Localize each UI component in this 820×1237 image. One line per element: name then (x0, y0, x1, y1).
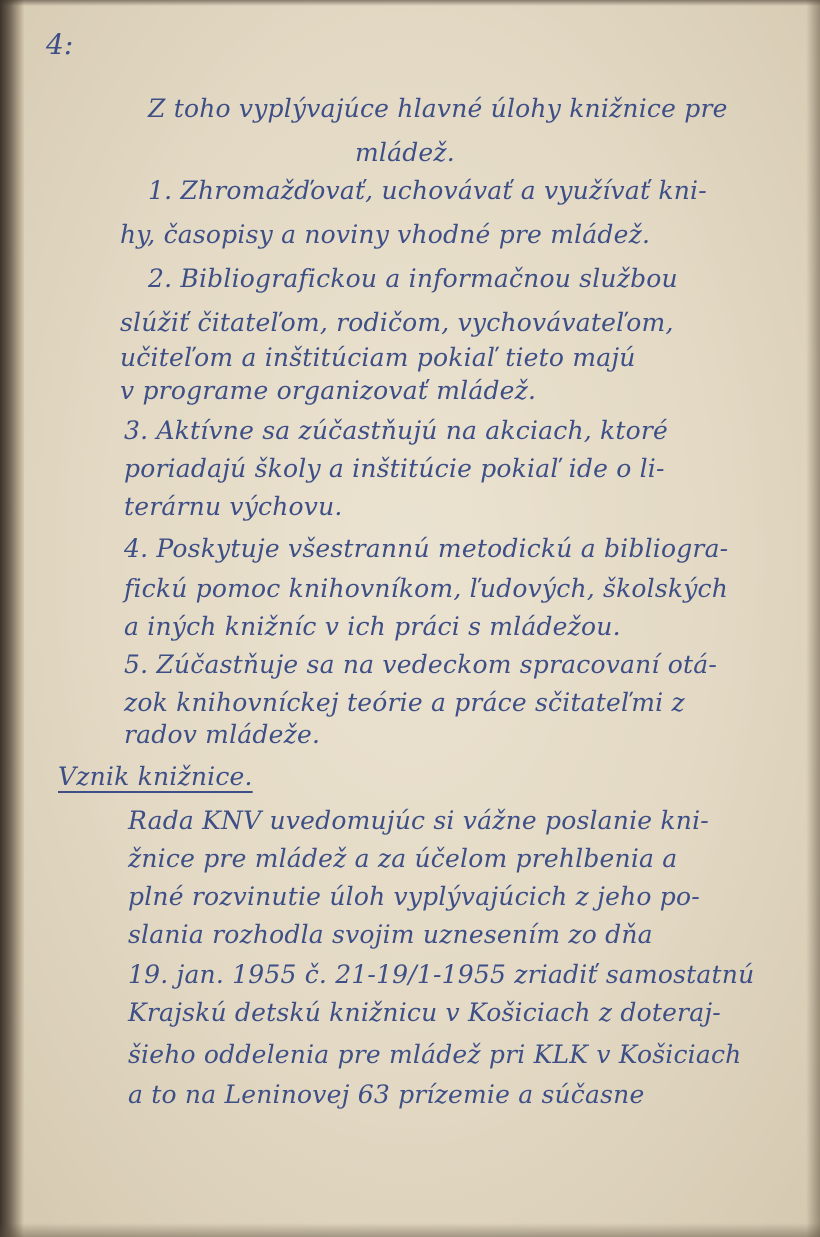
task-line: zok knihovníckej teórie a práce sčitateľmi z (124, 688, 685, 717)
page-number: 4: (46, 28, 74, 61)
task-line: 3. Aktívne sa zúčastňujú na akciach, ktoré (124, 416, 669, 445)
section-line: Rada KNV uvedomujúc si vážne poslanie kni- (128, 806, 709, 835)
task-line: poriadajú školy a inštitúcie pokiaľ ide o li- (124, 454, 665, 483)
section-line: 19. jan. 1955 č. 21-19/1-1955 zriadiť samostatnú (128, 960, 755, 989)
section-line: plné rozvinutie úloh vyplývajúcich z jeho po- (128, 882, 700, 911)
page-right-shadow (806, 0, 820, 1237)
section-line: a to na Leninovej 63 prízemie a súčasne (128, 1080, 645, 1109)
task-line: 4. Poskytuje všestrannú metodickú a bibliogra- (124, 534, 729, 563)
task-line: 2. Bibliografickou a informačnou službou (148, 264, 678, 293)
task-line: v programe organizovať mládež. (120, 376, 537, 405)
page-top-shadow (0, 0, 820, 6)
task-line: učiteľom a inštitúciam pokiaľ tieto majú (120, 343, 636, 372)
task-line: fickú pomoc knihovníkom, ľudových, školských (124, 574, 729, 603)
task-line: radov mládeže. (124, 720, 321, 749)
task-line: 1. Zhromažďovať, uchovávať a využívať kni- (148, 176, 707, 205)
task-line: 5. Zúčastňuje sa na vedeckom spracovaní otá- (124, 650, 718, 679)
notebook-spine (0, 0, 24, 1237)
section-heading: Vznik knižnice. (58, 762, 253, 791)
section-line: slania rozhodla svojim uznesením zo dňa (128, 920, 653, 949)
section-line: Krajskú detskú knižnicu v Košiciach z doteraj- (128, 998, 721, 1027)
intro-line: mládež. (355, 138, 455, 167)
page-bottom-shadow (0, 1223, 820, 1237)
section-line: šieho oddelenia pre mládež pri KLK v Košiciach (128, 1040, 742, 1069)
task-line: hy, časopisy a noviny vhodné pre mládež. (120, 220, 651, 249)
section-line: žnice pre mládež a za účelom prehlbenia a (128, 844, 678, 873)
task-line: slúžiť čitateľom, rodičom, vychovávateľom, (120, 308, 674, 337)
task-line: a iných knižníc v ich práci s mládežou. (124, 612, 621, 641)
intro-line: Z toho vyplývajúce hlavné úlohy knižnice pre (148, 94, 728, 123)
task-line: terárnu výchovu. (124, 492, 343, 521)
